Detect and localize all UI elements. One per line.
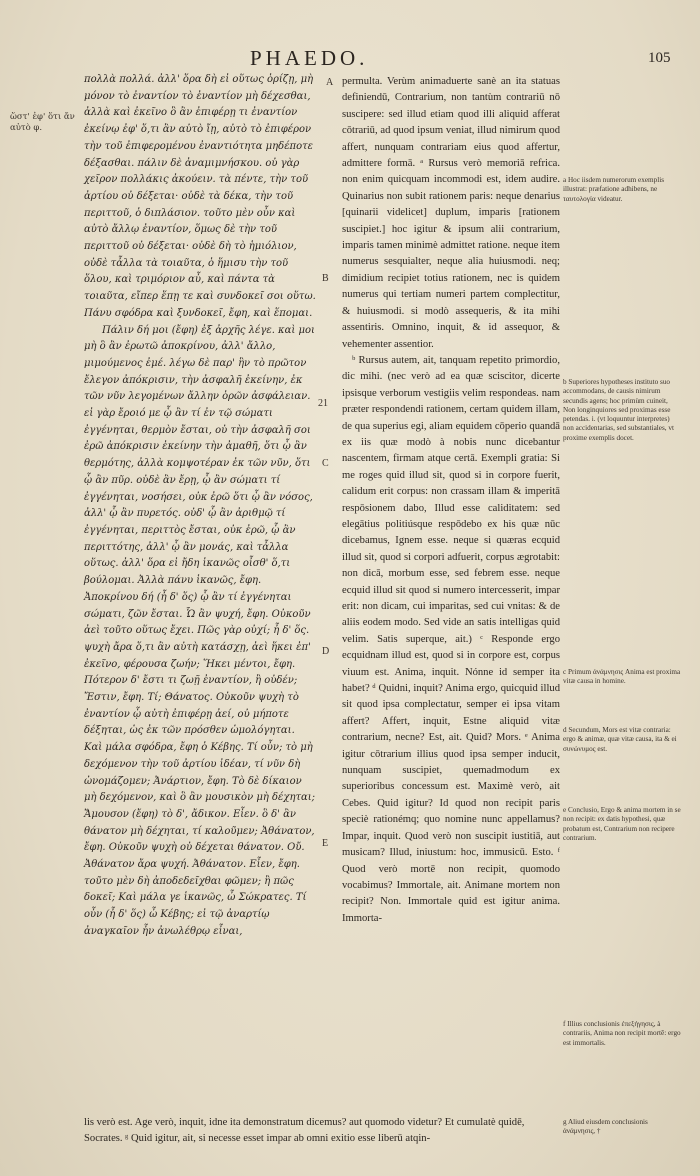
side-note: a Hoc iisdem numerorum exemplis illustrat: præfatione adhibens, ne ταυτολογία videatur.: [563, 176, 665, 203]
page-number: 105: [648, 50, 671, 66]
side-note: e Conclusio, Ergo & anima mortem in se non recipit: ex datis hypothesi, quæ probatum est, Contrarium non recipere contrarium.: [563, 806, 681, 842]
side-note: d Secundum, Mors est vitæ contraria: ergo & animæ, quæ vitæ causa, ita & ei συνώνυμος est.: [563, 726, 677, 753]
latin-column: [342, 74, 560, 927]
section-marker: E: [322, 838, 329, 849]
latin-paragraph: ᵇ Rursus autem, ait, tanquam repetito primordio, dic mihi. (nec verò ad ea quæ sciscitor, dicerte ipsisque verborum vestigiis velim respondeas. nam præter respondendi rationem, certam quidem illam, de qua superius egi, aliam equidem cōperio quandā ex iis quæ modò à nobis nunc dicebantur nascentem, firmam atque certā. Exempli gratia: Si me roges quid illud sit, quod si in corpore fuerit, calidum erit corpus: non crassam illam & imperitā respōsionem dabo, Illud esse caliditatem: sed elegātius politiúsque respōdebo ex his quæ nūc dicebamus, Ignem esse. neque si quæras ecquid illud sit, quod si corpori adfuerit, corpus ægrotabit: non dicā, morbum esse, sed febrem esse. neque ecquid illud sit quod si numero intercesserit, impar erit: non dicam, cui imparitas, sed cui vnitas: & de aliis eodem modo. Sed vide an satis intelligas quid velim. Satis superque, ait.) ᶜ Responde ergo ecquidnam illud est, quod si in corpore est, corpus viuum est. Anima, inquit. Nónne id semper ita habet? ᵈ Quidni, inquit? Anima ergo, quicquid illud sit quod ipsa complectatur, semper ei ipsa vitam affert? Affert, inquit, Estne aliquid vitæ contrarium, necne? Est, ait. Quid? Mors. ᵉ Anima igitur cōtrarium illius quod ipsa semper inducit, nunquam suscipiet, quemadmodum ex superioribus concessum est. Maximè verò, ait Cebes. Quid igitur? Id quod non recipit paris speciè rationémq; quo nomine nunc appellamus? Impar, inquit. Quod verò non suscipit iustitiā, aut musicam? Illud, iniustum: hoc, immusicū. Esto. ᶠ Quod verò mortē non recipit, quomodo vocabimus? Immortale, ait. Animane mortem non recipit? Non. Immortale quid est igitur anima. Immorta-: [342, 354, 560, 924]
side-note: c Primum ἀνάμνησις Anima est proxima vitæ causa in homine.: [563, 668, 681, 686]
section-marker: B: [322, 273, 329, 284]
greek-paragraph: Πάλιν δή μοι (ἔφη) ἐξ ἀρχῆς λέγε. καὶ μοι μὴ ὃ ἂν ἐρωτῶ ἀποκρίνου, ἀλλ' ἄλλο, μιμούμενος ἐμέ. λέγω δὲ παρ' ἣν τὸ πρῶτον ἔλεγον ἀπόκρισιν, τὴν ἀσφαλῆ ἐκείνην, ἐκ τῶν νῦν λεγομένων ἄλλην ὁρῶν ἀσφάλειαν. εἰ γὰρ ἔροιό με ᾧ ἂν τί ἐν τῷ σώματι ἐγγένηται, θερμὸν ἔσται, οὐ τὴν ἀσφαλῆ σοι ἐρῶ ἀπόκρισιν ἐκείνην τὴν ἀμαθῆ, ὅτι ᾧ ἂν θερμότης, ἀλλὰ κομψοτέραν ἐκ τῶν νῦν, ὅτι ᾧ ἂν πῦρ. οὐδὲ ἂν ἔρῃ, ᾧ ἂν σώματι τί ἐγγένηται, νοσήσει, οὐκ ἐρῶ ὅτι ᾧ ἂν νόσος, ἀλλ' ᾧ ἂν πυρετός. οὐδ' ᾧ ἂν ἀριθμῷ τί ἐγγένηται, περιττὸς ἔσται, οὐκ ἐρῶ, ᾧ ἂν περιττότης, ἀλλ' ᾧ ἂν μονάς, καὶ τἆλλα οὕτως. ἀλλ' ὅρα εἰ ἤδη ἱκανῶς οἶσθ' ὅ,τι βούλομαι. Ἀλλὰ πάνυ ἱκανῶς, ἔφη. Ἀποκρίνου δή (ἦ δ' ὅς) ᾧ ἂν τί ἐγγένηται σώματι, ζῶν ἔσται. Ὧ ἂν ψυχή, ἔφη. Οὐκοῦν ἀεὶ τοῦτο οὕτως ἔχει. Πῶς γὰρ οὐχί; ἦ δ' ὅς. ψυχὴ ἄρα ὅ,τι ἂν αὐτὴ κατάσχῃ, ἀεὶ ἥκει ἐπ' ἐκεῖνο, φέρουσα ζωήν; Ἥκει μέντοι, ἔφη. Πότερον δ' ἔστι τι ζωῇ ἐναντίον, ἢ οὐδέν; Ἔστιν, ἔφη. Τί; Θάνατος. Οὐκοῦν ψυχὴ τὸ ἐναντίον ᾧ αὐτὴ ἐπιφέρῃ ἀεί, οὐ μήποτε δέξηται, ὡς ἐκ τῶν πρόσθεν ὡμολόγηται. Καὶ μάλα σφόδρα, ἔφη ὁ Κέβης. Τί οὖν; τὸ μὴ δεχόμενον τὴν τοῦ ἀρτίου ἰδέαν, τί νῦν δὴ ὠνομάζομεν; Ἀνάρτιον, ἔφη. Τὸ δὲ δίκαιον μὴ δεχόμενον, καὶ ὃ ἂν μουσικὸν μὴ δέχηται; Ἄμουσον (ἔφη) τὸ δ', ἄδικον. Εἶεν. ὃ δ' ἂν θάνατον μὴ δέχηται, τί καλοῦμεν; Ἀθάνατον, ἔφη. Οὐκοῦν ψυχὴ οὐ δέχεται θάνατον. Οὔ. Ἀθάνατον ἄρα ψυχή. Ἀθάνατον. Εἶεν, ἔφη. τοῦτο μὲν δὴ ἀποδεδεῖχθαι φῶμεν; ἢ πῶς δοκεῖ; Καὶ μάλα γε ἱκανῶς, ὦ Σώκρατες. Τί οὖν (ἦ δ' ὅς) ὦ Κέβης; εἰ τῷ ἀναρτίῳ ἀναγκαῖον ἦν ἀνωλέθρῳ εἶναι,: [84, 324, 316, 937]
greek-column: [84, 72, 316, 941]
greek-margin-note: ὥστ' ἐφ' ὅτι ἄν αὐτὸ φ.: [10, 112, 75, 133]
page-title: PHAEDO.: [250, 46, 369, 70]
side-note: f Illius conclusionis ἐπεξήγησις, à contrariis, Anima non recipit mortē: ergo est immortalis.: [563, 1020, 681, 1047]
latin-footer-text: lis verò est. Age verò, inquit, idne ita demonstratum dicemus? aut quomodo videtur? Et cumulatè quidē, Socrates. ᵍ Quid igitur, ait, si necesse esset impar ab omni exitio esse liberū atqin-: [84, 1117, 525, 1145]
latin-paragraph: permulta. Verùm animaduerte sanè an ita statuas definiendū, Contrarium, non tantùm contrariū nō suscipere: sed illud etiam quod illi aliquid afferat cōtrariū, ad quod ipsum veniat, illud nimirum quod affert, nunquam contrariam eius quod affertur, admittere formā. ᵃ Rursus verò memoriā refrica. non enim quicquam incommodi est, idem audire. Quinarius non subit rationem paris: neque denarius [quinarii videlicet] duplum, imparis [rationem suscipiet.] hoc igitur & ipsum alii contrarium, imparis tamen minimè admittet ratione. neque item numerus sesquialter, neque alia huiusmodi. neq; dimidium recipiet totius rationem, nec is quidem numerus qui tertiam numeri partem complectitur, & huiusmodi. si modò assequeris, & ita mihi assentiris. Omnino, inquit, & id assequor, & vehementer assentior.: [342, 76, 560, 350]
section-marker: C: [322, 458, 329, 469]
latin-footer: [84, 1115, 564, 1148]
side-note: g Aliud eiusdem conclusionis ἀνάμνησις, †: [563, 1118, 648, 1136]
greek-paragraph: πολλὰ πολλά. ἀλλ' ὅρα δὴ εἰ οὕτως ὁρίζῃ, μὴ μόνον τὸ ἐναντίον τὸ ἐναντίον μὴ δέχεσθαι, ἀλλὰ καὶ ἐκεῖνο ὃ ἂν ἐπιφέρῃ τι ἐναντίον ἐκείνῳ ἐφ' ὅ,τι ἂν αὐτὸ ἴῃ, αὐτὸ τὸ ἐπιφέρον τὴν τοῦ ἐπιφερομένου ἐναντιότητα μηδέποτε δέξασθαι. πάλιν δὲ ἀναμιμνήσκου. οὐ γὰρ χεῖρον πολλάκις ἀκούειν. τὰ πέντε, τὴν τοῦ ἀρτίου οὐ δέξεται· οὐδὲ τὰ δέκα, τὴν τοῦ περιττοῦ, ὁ διπλάσιον. τοῦτο μὲν οὖν καὶ αὐτὸ ἄλλῳ ἐναντίον, ὅμως δὲ τὴν τοῦ περιττοῦ οὐ δέξεται· οὐδὲ δὴ τὸ ἡμιόλιον, οὐδὲ τἆλλα τὰ τοιαῦτα, ὁ ἥμισυ τὴν τοῦ ὅλου, καὶ τριμόριον αὖ, καὶ πάντα τὰ τοιαῦτα, εἴπερ ἕπῃ τε καὶ συνδοκεῖ σοι οὕτω. Πάνυ σφόδρα καὶ ξυνδοκεῖ, ἔφη, καὶ ἕπομαι.: [84, 74, 316, 319]
section-marker: A: [326, 77, 334, 88]
section-marker: 21: [318, 398, 328, 409]
side-note: b Superiores hypotheses instituto suo accommodans, de causis nimirum secundis agens; hoc primùm cuineit, Non longinquiores sed proximas esse petendas. i. (vt loquuntur interpretes) non accidentarias, sed substantiales, vt proxime exemplis docet.: [563, 378, 674, 442]
section-marker: D: [322, 646, 330, 657]
